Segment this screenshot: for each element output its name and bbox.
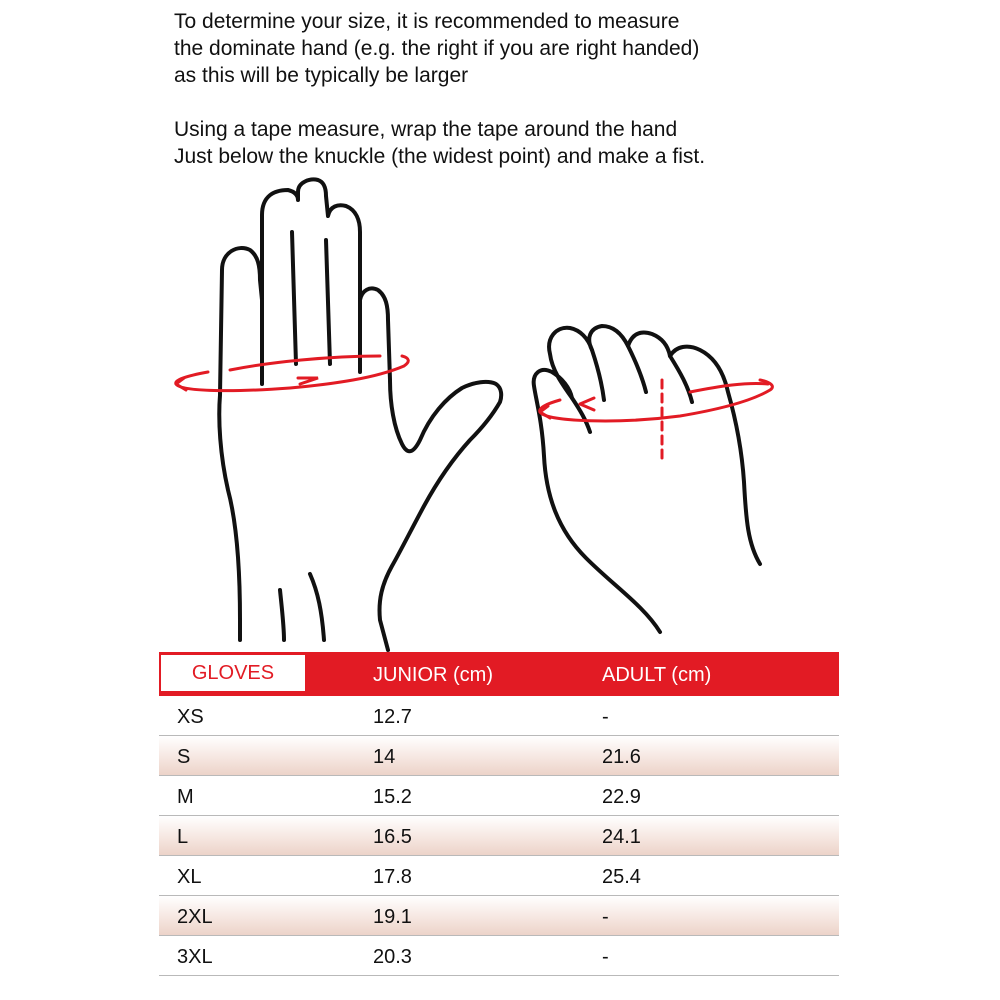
adult-cell: - — [602, 906, 609, 928]
adult-cell: 24.1 — [602, 826, 641, 848]
glove-size-table — [159, 652, 839, 976]
size-cell: M — [177, 786, 194, 808]
size-cell: L — [177, 826, 189, 848]
open-hand-tape-arrow — [176, 356, 408, 391]
instruction-line: as this will be typically be larger — [174, 64, 469, 87]
table-row — [159, 896, 839, 936]
open-hand-measure-icon — [219, 180, 501, 651]
junior-cell: 14 — [373, 746, 396, 768]
gloves-header: GLOVES — [161, 655, 305, 691]
junior-cell: 12.7 — [373, 706, 412, 728]
fist-measure-icon — [534, 326, 760, 632]
fist-tape-arrow — [540, 380, 773, 462]
instruction-line: Using a tape measure, wrap the tape around the hand — [174, 118, 678, 141]
size-cell: 2XL — [177, 906, 213, 928]
adult-header: ADULT (cm) — [602, 664, 712, 686]
instruction-line: the dominate hand (e.g. the right if you are right handed) — [174, 37, 700, 60]
size-cell: XL — [177, 866, 202, 888]
junior-cell: 16.5 — [373, 826, 412, 848]
table-row — [159, 936, 839, 976]
junior-cell: 17.8 — [373, 866, 412, 888]
junior-header: JUNIOR (cm) — [373, 664, 493, 686]
table-row — [159, 776, 839, 816]
adult-cell: 21.6 — [602, 746, 641, 768]
table-row — [159, 856, 839, 896]
junior-cell: 19.1 — [373, 906, 412, 928]
table-row — [159, 816, 839, 856]
junior-cell: 15.2 — [373, 786, 412, 808]
table-row — [159, 736, 839, 776]
adult-cell: 25.4 — [602, 866, 641, 888]
junior-cell: 20.3 — [373, 946, 412, 968]
size-cell: S — [177, 746, 191, 768]
size-cell: XS — [177, 706, 204, 728]
adult-cell: 22.9 — [602, 786, 641, 808]
instruction-line: To determine your size, it is recommended to measure — [174, 10, 680, 33]
table-row — [159, 696, 839, 736]
adult-cell: - — [602, 706, 609, 728]
instructions — [174, 8, 974, 170]
instruction-line: Just below the knuckle (the widest point) and make a fist. — [174, 145, 706, 168]
size-cell: 3XL — [177, 946, 213, 968]
table-header — [159, 652, 839, 696]
adult-cell: - — [602, 946, 609, 968]
